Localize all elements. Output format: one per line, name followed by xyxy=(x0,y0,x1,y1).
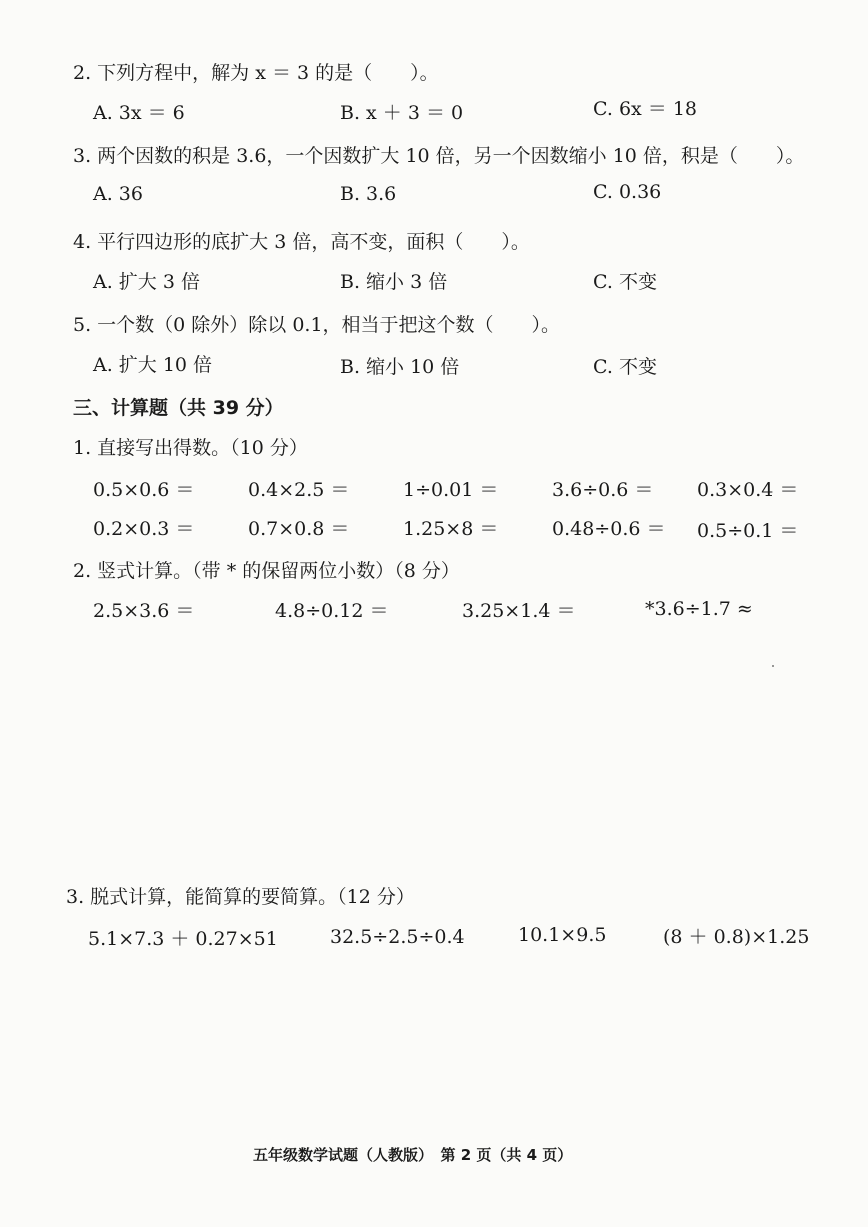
step-calc-item: 32.5÷2.5÷0.4 xyxy=(330,926,465,948)
oral-calc-item: 0.4×2.5 ＝ xyxy=(248,479,350,501)
question-2-option-b: B. x ＋ 3 ＝ 0 xyxy=(340,102,464,124)
oral-calc-item: 0.2×0.3 ＝ xyxy=(93,518,195,540)
oral-calc-item: 1.25×8 ＝ xyxy=(403,518,499,540)
vertical-calc-item: 2.5×3.6 ＝ xyxy=(93,600,195,622)
vertical-calc-item: 3.25×1.4 ＝ xyxy=(462,600,576,622)
question-2-option-c: C. 6x ＝ 18 xyxy=(593,98,697,120)
question-3-option-b: B. 3.6 xyxy=(340,183,397,205)
oral-calc-item: 0.3×0.4 ＝ xyxy=(697,479,799,501)
question-5-option-c: C. 不变 xyxy=(593,356,657,378)
question-2-stem: 2. 下列方程中，解为 x ＝ 3 的是（ ）。 xyxy=(73,62,439,84)
question-3-option-c: C. 0.36 xyxy=(593,181,662,203)
part-3-title: 3. 脱式计算，能简算的要简算。（12 分） xyxy=(66,886,415,908)
question-5-stem: 5. 一个数（0 除外）除以 0.1，相当于把这个数（ ）。 xyxy=(73,314,561,336)
vertical-calc-item: *3.6÷1.7 ≈ xyxy=(645,598,753,620)
step-calc-item: 5.1×7.3 ＋ 0.27×51 xyxy=(88,928,278,950)
scan-speck xyxy=(772,665,774,667)
question-2-option-a: A. 3x ＝ 6 xyxy=(93,102,185,124)
part-1-title: 1. 直接写出得数。（10 分） xyxy=(73,437,308,459)
oral-calc-item: 0.5÷0.1 ＝ xyxy=(697,520,799,542)
question-3-option-a: A. 36 xyxy=(93,183,143,205)
vertical-calc-item: 4.8÷0.12 ＝ xyxy=(275,600,389,622)
question-4-option-c: C. 不变 xyxy=(593,271,657,293)
step-calc-item: 10.1×9.5 xyxy=(518,924,607,946)
question-3-stem: 3. 两个因数的积是 3.6，一个因数扩大 10 倍，另一个因数缩小 10 倍，积是（ ）。 xyxy=(73,145,805,167)
step-calc-item: (8 ＋ 0.8)×1.25 xyxy=(663,926,810,948)
oral-calc-item: 0.5×0.6 ＝ xyxy=(93,479,195,501)
oral-calc-item: 0.48÷0.6 ＝ xyxy=(552,518,666,540)
oral-calc-item: 1÷0.01 ＝ xyxy=(403,479,499,501)
section-3-title: 三、计算题（共 39 分） xyxy=(73,397,284,419)
question-5-option-b: B. 缩小 10 倍 xyxy=(340,356,460,378)
page-footer: 五年级数学试题（人教版） 第 2 页（共 4 页） xyxy=(253,1146,573,1164)
question-4-option-a: A. 扩大 3 倍 xyxy=(93,271,200,293)
question-4-option-b: B. 缩小 3 倍 xyxy=(340,271,448,293)
oral-calc-item: 0.7×0.8 ＝ xyxy=(248,518,350,540)
question-5-option-a: A. 扩大 10 倍 xyxy=(93,354,213,376)
question-4-stem: 4. 平行四边形的底扩大 3 倍，高不变，面积（ ）。 xyxy=(73,231,530,253)
part-2-title: 2. 竖式计算。（带 * 的保留两位小数）（8 分） xyxy=(73,560,460,582)
oral-calc-item: 3.6÷0.6 ＝ xyxy=(552,479,654,501)
